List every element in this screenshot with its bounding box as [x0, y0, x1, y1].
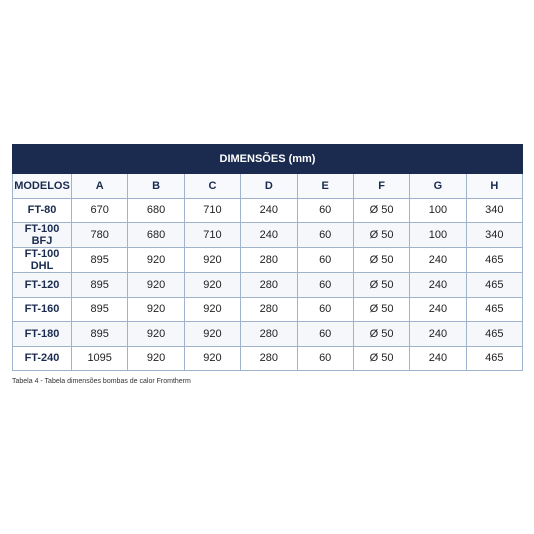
value-cell: Ø 50 — [353, 273, 409, 298]
value-cell: 710 — [184, 198, 240, 223]
table-row — [13, 248, 523, 273]
value-cell: 920 — [184, 322, 240, 347]
value-cell: 780 — [72, 223, 128, 248]
value-cell: 340 — [466, 198, 522, 223]
table-caption: Tabela 4 - Tabela dimensões bombas de calor Fromtherm — [12, 378, 191, 385]
value-cell: 280 — [241, 322, 297, 347]
value-cell: 895 — [72, 273, 128, 298]
table-row — [13, 273, 523, 298]
dimensions-table — [12, 144, 523, 371]
col-header-d: D — [241, 174, 297, 199]
value-cell: 920 — [184, 297, 240, 322]
value-cell: 60 — [297, 322, 353, 347]
value-cell: 280 — [241, 248, 297, 273]
value-cell: 60 — [297, 198, 353, 223]
value-cell: 895 — [72, 322, 128, 347]
value-cell: 60 — [297, 273, 353, 298]
value-cell: 60 — [297, 346, 353, 371]
model-cell: FT-160 — [13, 297, 72, 322]
table-row — [13, 198, 523, 223]
value-cell: 670 — [72, 198, 128, 223]
value-cell: 920 — [128, 273, 184, 298]
value-cell: 920 — [128, 297, 184, 322]
col-header-a: A — [72, 174, 128, 199]
table-row — [13, 223, 523, 248]
value-cell: Ø 50 — [353, 223, 409, 248]
value-cell: 240 — [410, 322, 466, 347]
model-cell: FT-180 — [13, 322, 72, 347]
value-cell: 280 — [241, 297, 297, 322]
value-cell: 280 — [241, 273, 297, 298]
value-cell: 240 — [410, 273, 466, 298]
value-cell: 100 — [410, 223, 466, 248]
col-header-h: H — [466, 174, 522, 199]
col-header-e: E — [297, 174, 353, 199]
value-cell: Ø 50 — [353, 198, 409, 223]
value-cell: 920 — [128, 346, 184, 371]
model-cell: FT-100 BFJ — [13, 223, 72, 248]
value-cell: 240 — [410, 248, 466, 273]
col-header-models: MODELOS — [13, 174, 72, 199]
value-cell: 240 — [241, 198, 297, 223]
col-header-g: G — [410, 174, 466, 199]
model-cell: FT-100 DHL — [13, 248, 72, 273]
value-cell: 340 — [466, 223, 522, 248]
value-cell: 465 — [466, 346, 522, 371]
value-cell: Ø 50 — [353, 322, 409, 347]
model-cell: FT-80 — [13, 198, 72, 223]
value-cell: 465 — [466, 297, 522, 322]
value-cell: 920 — [184, 273, 240, 298]
value-cell: 1095 — [72, 346, 128, 371]
value-cell: 920 — [128, 248, 184, 273]
value-cell: Ø 50 — [353, 346, 409, 371]
value-cell: 465 — [466, 248, 522, 273]
table-title: DIMENSÕES (mm) — [13, 145, 523, 174]
value-cell: 920 — [128, 322, 184, 347]
value-cell: 60 — [297, 223, 353, 248]
value-cell: 240 — [241, 223, 297, 248]
value-cell: 895 — [72, 297, 128, 322]
table-body — [13, 198, 523, 371]
value-cell: 920 — [184, 346, 240, 371]
col-header-c: C — [184, 174, 240, 199]
value-cell: 680 — [128, 198, 184, 223]
value-cell: 920 — [184, 248, 240, 273]
model-cell: FT-240 — [13, 346, 72, 371]
value-cell: 100 — [410, 198, 466, 223]
value-cell: 680 — [128, 223, 184, 248]
table-row — [13, 322, 523, 347]
table-row — [13, 297, 523, 322]
value-cell: 465 — [466, 322, 522, 347]
value-cell: Ø 50 — [353, 248, 409, 273]
value-cell: 710 — [184, 223, 240, 248]
value-cell: 60 — [297, 248, 353, 273]
table-row — [13, 346, 523, 371]
value-cell: 60 — [297, 297, 353, 322]
col-header-b: B — [128, 174, 184, 199]
value-cell: 895 — [72, 248, 128, 273]
value-cell: 280 — [241, 346, 297, 371]
value-cell: 240 — [410, 346, 466, 371]
value-cell: 465 — [466, 273, 522, 298]
value-cell: Ø 50 — [353, 297, 409, 322]
header-row — [13, 174, 523, 199]
model-cell: FT-120 — [13, 273, 72, 298]
dimensions-table-container — [12, 144, 523, 371]
value-cell: 240 — [410, 297, 466, 322]
col-header-f: F — [353, 174, 409, 199]
